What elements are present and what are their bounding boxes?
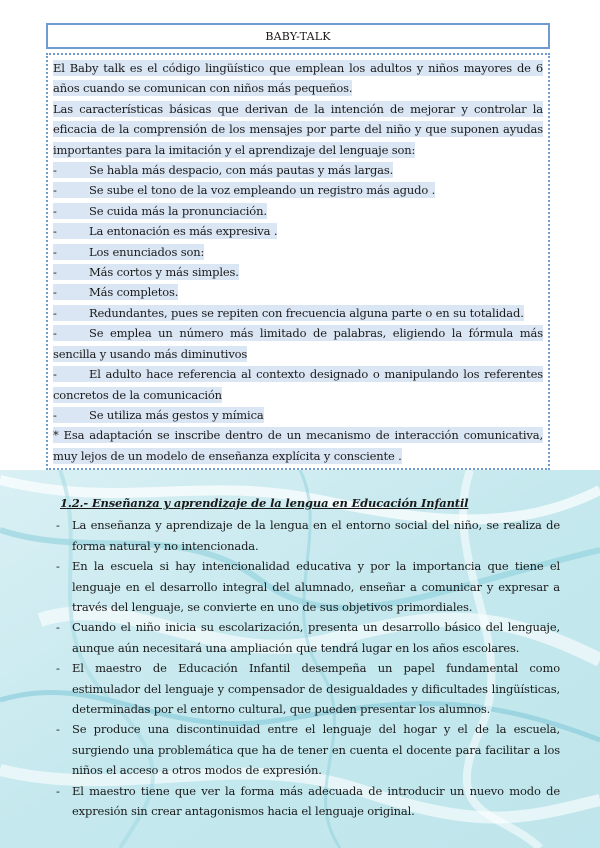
list-item: - Cuando el niño inicia su escolarización, presenta un desarrollo básico del lenguaje, aunque aún necesitará una ampliación que tendrá lugar en los años escolares. bbox=[56, 620, 560, 655]
title-box bbox=[46, 23, 550, 49]
closing-note: * Esa adaptación se inscribe dentro de un mecanismo de interacción comunicativa, muy lejos de un modelo de enseñanza explícita y consciente . bbox=[53, 428, 543, 463]
feature-item: - Se utiliza más gestos y mímica bbox=[53, 407, 264, 422]
baby-talk-box bbox=[46, 53, 550, 470]
list-item: - Se produce una discontinuidad entre el lenguaje del hogar y el de la escuela, surgiendo una problemática que ha de tener en cuenta el docente para facilitar a los niños el acceso a otros modos de expresión. bbox=[56, 722, 560, 778]
feature-item: - Se cuida más la pronunciación. bbox=[53, 203, 267, 218]
section-list bbox=[56, 515, 560, 821]
section-ensenanza bbox=[56, 493, 560, 822]
intro-paragraph: Las características básicas que derivan de la intención de mejorar y controlar la eficacia de la comprensión de los mensajes por parte del niño y que suponen ayudas importantes para la imitación y el aprendizaje del lenguaje son: bbox=[53, 101, 543, 157]
list-item: - El maestro de Educación Infantil desempeña un papel fundamental como estimulador del lenguaje y compensador de desigualdades y dificultades lingüísticas, determinadas por el entorno cultural, que pueden presentar los alumnos. bbox=[56, 661, 560, 717]
list-item: - La enseñanza y aprendizaje de la lengua en el entorno social del niño, se realiza de forma natural y no intencionada. bbox=[56, 518, 560, 553]
feature-item: - Redundantes, pues se repiten con frecuencia alguna parte o en su totalidad. bbox=[53, 305, 524, 320]
feature-item: - La entonación es más expresiva . bbox=[53, 224, 278, 239]
list-item: - El maestro tiene que ver la forma más adecuada de introducir un nuevo modo de expresión sin crear antagonismos hacia el lenguaje original. bbox=[56, 783, 560, 819]
list-item: - En la escuela si hay intencionalidad educativa y por la importancia que tiene el lenguaje en el desarrollo integral del alumnado, enseñar a comunicar y expresar a través del lenguaje, se convierte en uno de sus objetivos primordiales. bbox=[56, 559, 560, 615]
document-title: BABY-TALK bbox=[265, 29, 331, 43]
feature-item: - Los enunciados son: bbox=[53, 244, 205, 259]
intro-paragraph: El Baby talk es el código lingüístico que emplean los adultos y niños mayores de 6 años cuando se comunican con niños más pequeños. bbox=[53, 61, 543, 96]
section-heading: 1.2.- Enseñanza y aprendizaje de la lengua en Educación Infantil bbox=[60, 496, 469, 510]
feature-item: - Más completos. bbox=[53, 285, 179, 300]
feature-item: - Se habla más despacio, con más pautas y más largas. bbox=[53, 163, 394, 178]
feature-item: - El adulto hace referencia al contexto designado o manipulando los referentes concretos de la comunicación bbox=[53, 367, 543, 402]
feature-item: - Más cortos y más simples. bbox=[53, 265, 239, 280]
feature-item: - Se sube el tono de la voz empleando un registro más agudo . bbox=[53, 183, 436, 198]
feature-item: - Se emplea un número más limitado de palabras, eligiendo la fórmula más sencilla y usando más diminutivos bbox=[53, 326, 543, 361]
